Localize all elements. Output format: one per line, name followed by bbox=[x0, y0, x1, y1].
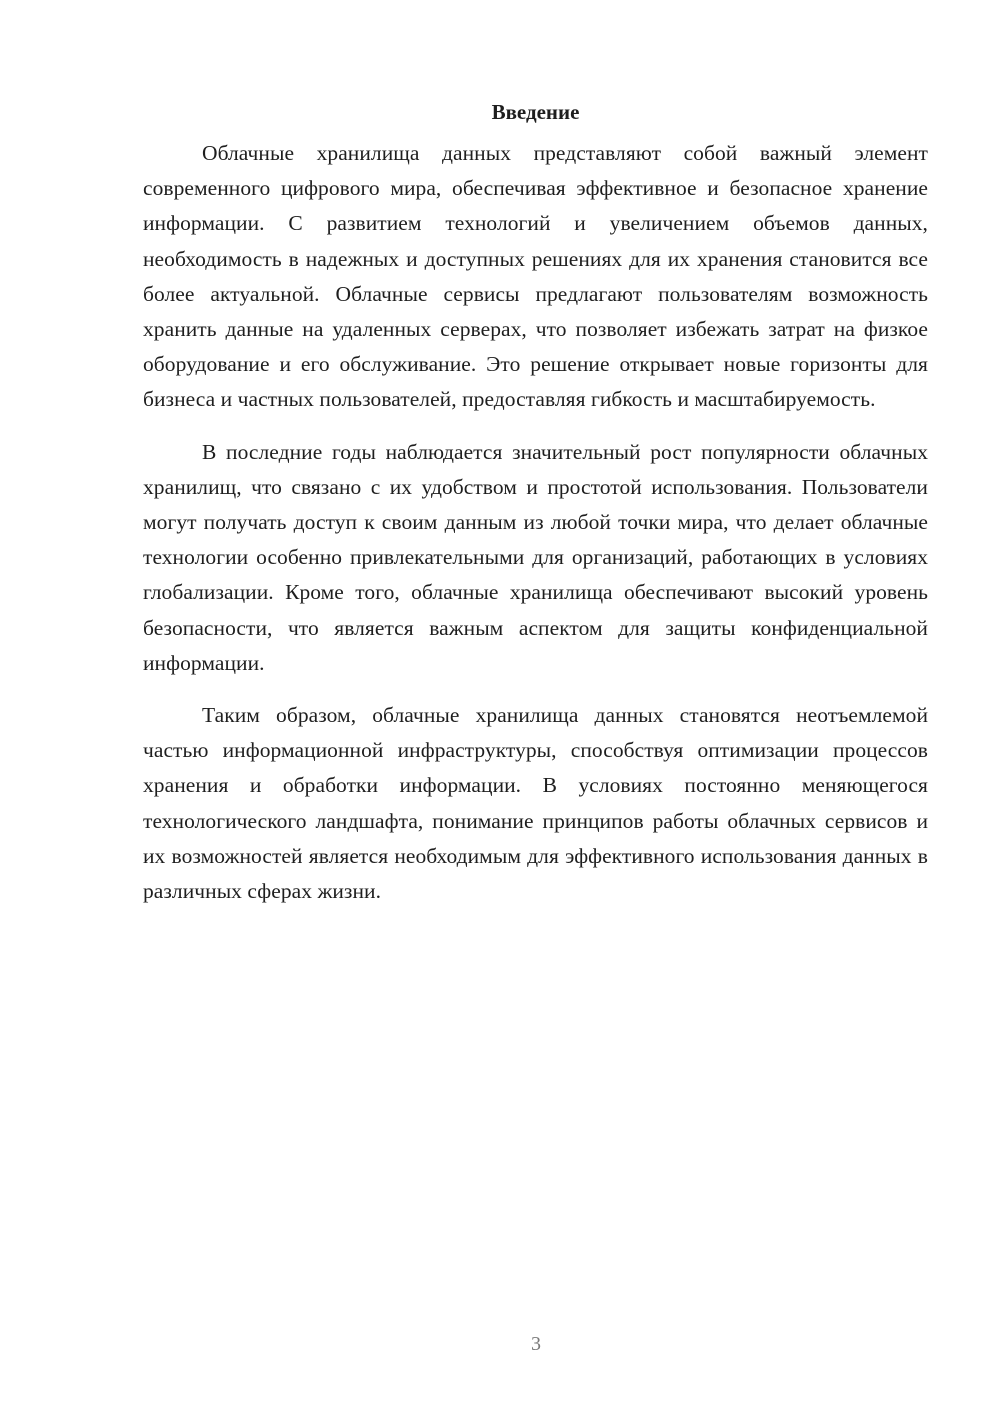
paragraph-3: Таким образом, облачные хранилища данных становятся неотъемлемой частью информационной инфраструктуры, способствуя оптимизации процессов хранения и обработки информации. В условиях постоянно меняющегося технологического ландшафта, понимание принципов работы облачных сервисов и их возможностей является необходимым для эффективного использования данных в различных сферах жизни. bbox=[143, 703, 928, 904]
paragraph-1: Облачные хранилища данных представляют собой важный элемент современного цифрового мира, обеспечивая эффективное и безопасное хранение информации. С развитием технологий и увеличением объемов данных, необходимость в надежных и доступных решениях для их хранения становится все более актуальной. Облачные сервисы предлагают пользователям возможность хранить данные на удаленных серверах, что позволяет избежать затрат на физкое оборудование и его обслуживание. Это решение открывает новые горизонты для бизнеса и частных пользователей, предоставляя гибкость и масштабируемость. bbox=[143, 141, 928, 412]
section-heading: Введение bbox=[491, 100, 580, 124]
page-number: 3 bbox=[531, 1333, 541, 1355]
paragraph-2: В последние годы наблюдается значительный рост популярности облачных хранилищ, что связано с их удобством и простотой использования. Пользователи могут получать доступ к своим данным из любой точки мира, что делает облачные технологии особенно привлекательными для организаций, работающих в условиях глобализации. Кроме того, облачные хранилища обеспечивают высокий уровень безопасности, что является важным аспектом для защиты конфиденциальной информации. bbox=[143, 439, 928, 675]
page-content bbox=[143, 95, 928, 926]
